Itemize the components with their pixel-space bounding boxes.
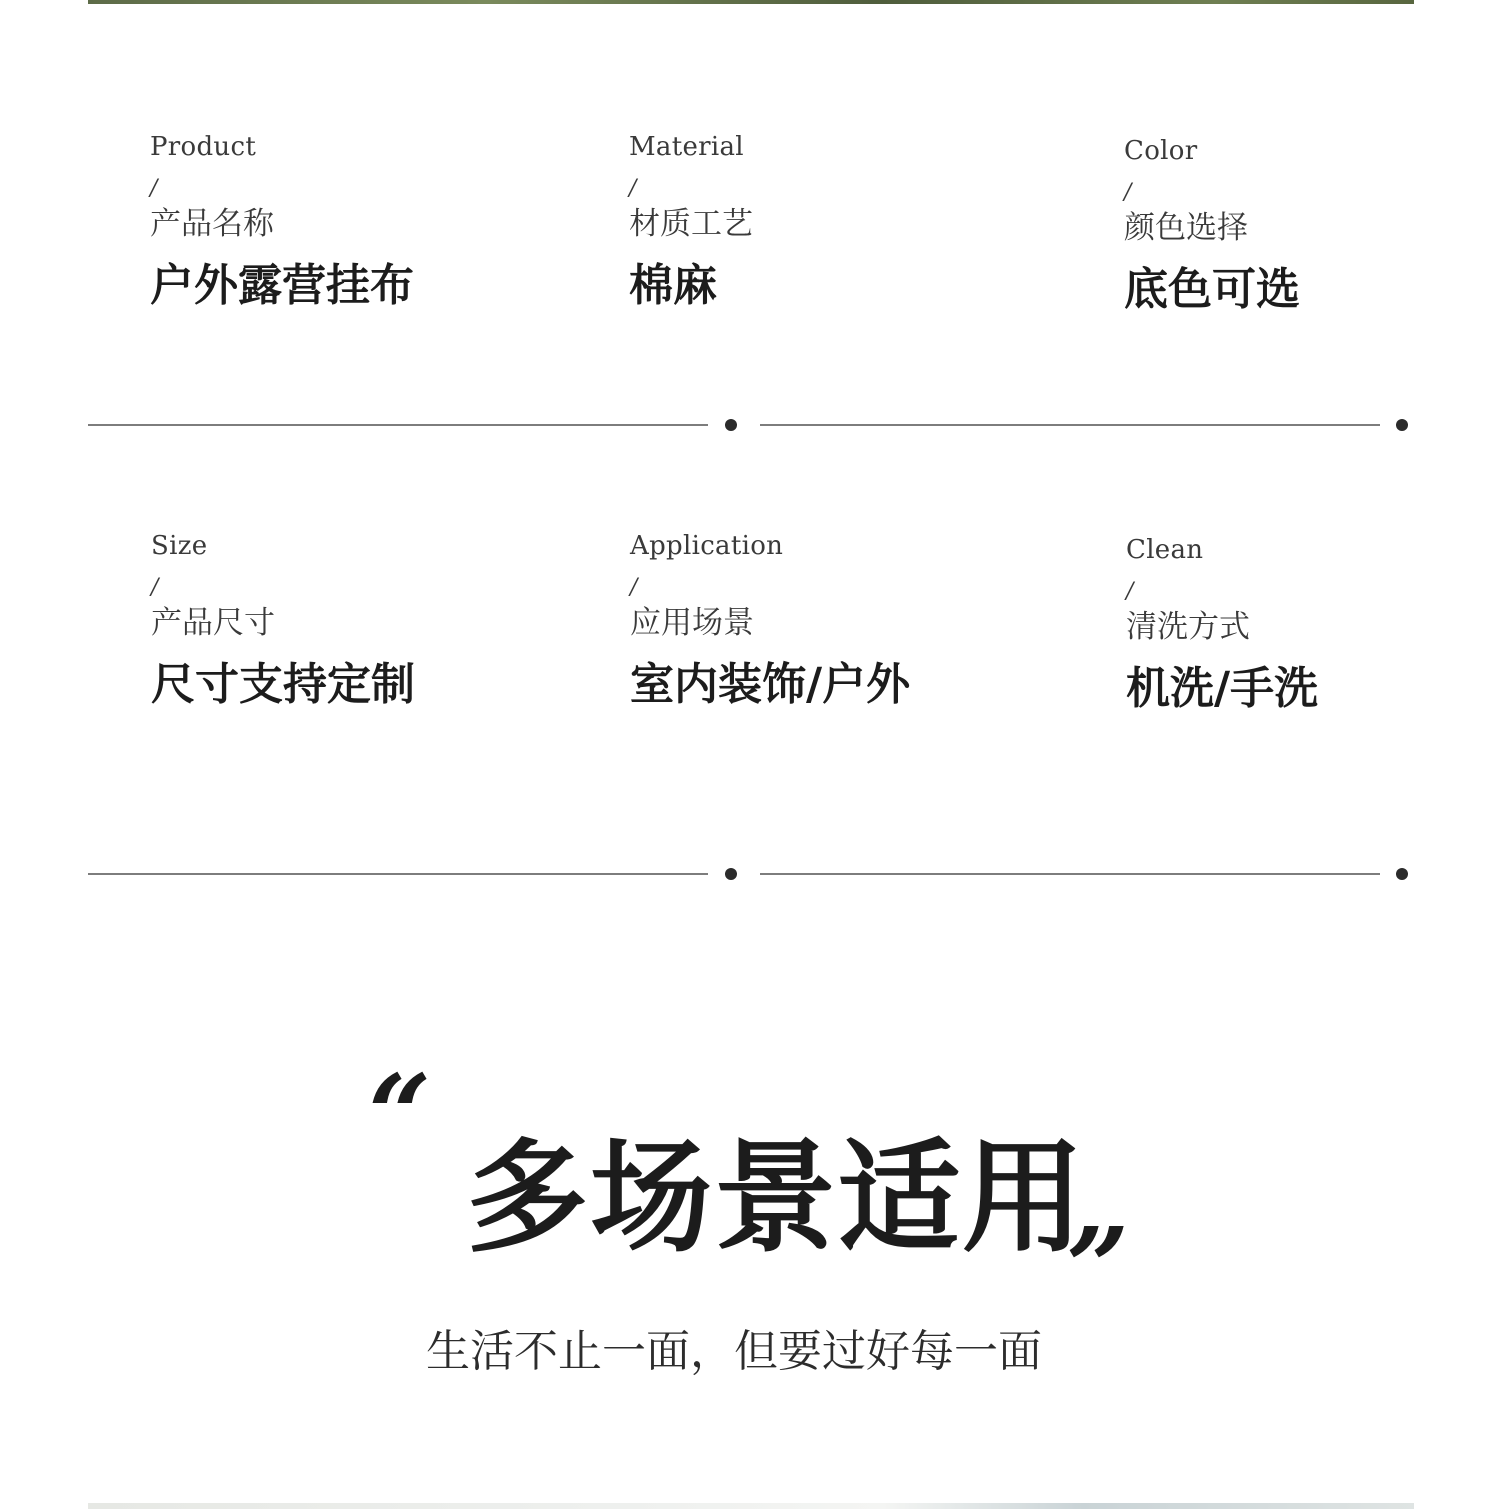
spec-slash: / [629,176,637,201]
spec-value: 户外露营挂布 [150,260,414,311]
divider-dot [1396,868,1408,880]
spec-value: 机洗/手洗 [1126,663,1319,714]
top-photo-edge [88,0,1414,4]
divider-line [760,873,1380,875]
section-divider [0,867,1500,881]
spec-slash: / [150,176,158,201]
spec-slash: / [630,575,638,600]
spec-cn-label: 产品尺寸 [151,605,275,641]
spec-cn-label: 清洗方式 [1126,609,1250,645]
spec-slash: / [151,575,159,600]
spec-value: 尺寸支持定制 [151,659,415,710]
spec-cn-label: 应用场景 [630,605,754,641]
divider-dot [1396,419,1408,431]
spec-en-label: Application [630,531,784,561]
spec-value: 棉麻 [629,260,717,311]
spec-slash: / [1124,180,1132,205]
spec-en-label: Product [150,132,257,162]
close-quote-mark: „ [1068,1140,1132,1269]
spec-cn-label: 材质工艺 [629,206,753,242]
divider-line [88,424,708,426]
divider-dot [725,419,737,431]
divider-line [88,873,708,875]
spec-material [629,132,753,314]
bottom-photo-edge [88,1503,1414,1509]
spec-cn-label: 颜色选择 [1124,210,1248,246]
spec-clean [1126,535,1318,717]
spec-slash: / [1126,579,1134,604]
open-quote-mark: “ [368,1050,432,1179]
spec-application [630,531,910,713]
spec-cn-label: 产品名称 [150,206,274,242]
section-divider [0,418,1500,432]
spec-en-label: Size [151,531,208,561]
divider-dot [725,868,737,880]
spec-en-label: Clean [1126,535,1204,565]
spec-value: 室内装饰/户外 [630,659,911,710]
spec-product [150,132,414,314]
spec-en-label: Material [629,132,744,162]
spec-en-label: Color [1124,136,1198,166]
divider-line [760,424,1380,426]
slogan-title: 多场景适用 [466,1127,1086,1269]
spec-size [151,531,415,713]
slogan-subtitle: 生活不止一面，但要过好每一面 [426,1326,1042,1377]
spec-value: 底色可选 [1124,264,1300,315]
spec-color [1124,136,1300,318]
